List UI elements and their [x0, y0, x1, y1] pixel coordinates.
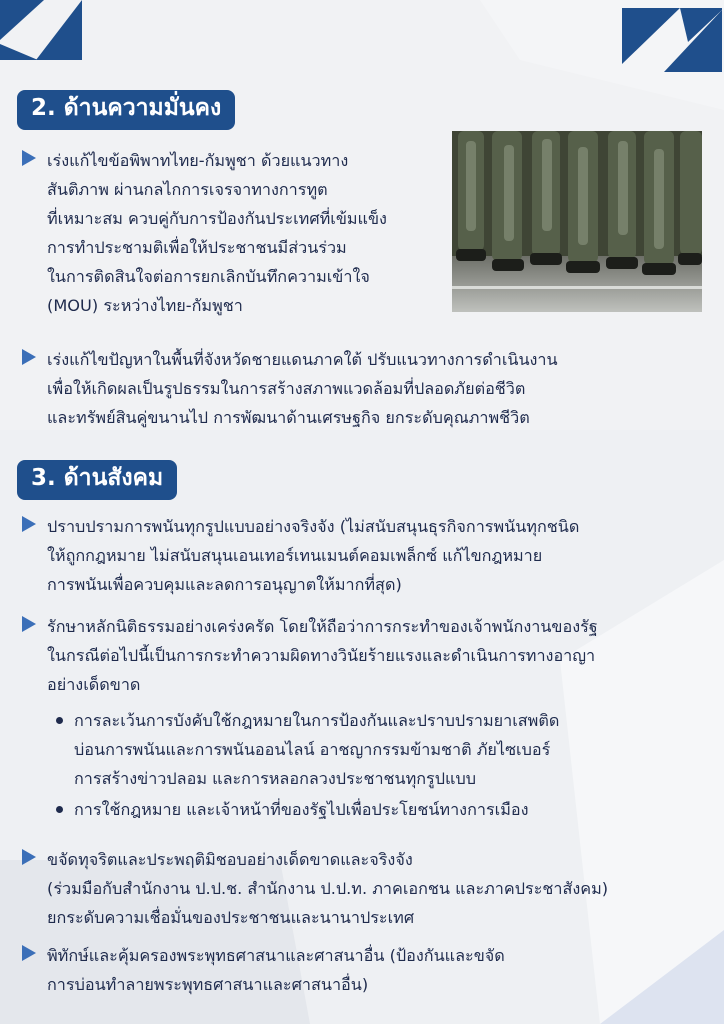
bullet-dot-icon [56, 717, 63, 724]
sub-list-item [70, 706, 559, 793]
list-item-text: เร่งแก้ไขปัญหาในพื้นที่จังหวัดชายแดนภาคใต้ ปรับแนวทางการดำเนินงาน เพื่อให้เกิดผลเป็นรูปธรรมในการสร้างสภาพแวดล้อมที่ปลอดภัยต่อชีวิต และทรัพย์สินคู่ขนานไป การพัฒนาด้านเศรษฐกิจ ยกระดับคุณภาพชีวิต [47, 350, 558, 427]
list-item-text: ขจัดทุจริตและประพฤติมิชอบอย่างเด็ดขาดและจริงจัง (ร่วมมือกับสำนักงาน ป.ป.ช. สำนักงาน ป.ป.ท. ภาคเอกชน และภาคประชาสังคม) ยกระดับความเชื่อมั่นของประชาชนและนานาประเทศ [47, 850, 609, 927]
section-title-text: 2. ด้านความมั่นคง [31, 95, 222, 121]
list-item [22, 612, 598, 699]
logo-mark-right [622, 8, 722, 72]
list-item-text: รักษาหลักนิติธรรมอย่างเคร่งครัด โดยให้ถือว่าการกระทำของเจ้าพนักงานของรัฐ ในกรณีต่อไปนี้เป็นการกระทำความผิดทางวินัยร้ายแรงและดำเนินการทางอาญา อย่างเด็ดขาด [47, 617, 598, 694]
chevron-right-icon [22, 616, 36, 632]
soldiers-marching-photo [452, 131, 702, 312]
sub-list-item [70, 795, 529, 824]
list-item-text: เร่งแก้ไขข้อพิพาทไทย-กัมพูชา ด้วยแนวทาง สันติภาพ ผ่านกลไกการเจรจาทางการทูต ที่เหมาะสม ควบคู่กับการป้องกันประเทศที่เข้มแข็ง การทำประชามติเพื่อให้ประชาชนมีส่วนร่วม ในการติดสินใจต่อการยกเลิกบันทึกความเข้าใจ (MOU) ระหว่างไทย-กัมพูชา [47, 151, 387, 315]
list-item-text: พิทักษ์และคุ้มครองพระพุทธศาสนาและศาสนาอื่น (ป้องกันและขจัด การบ่อนทำลายพระพุทธศาสนาและศาสนาอื่น) [47, 946, 505, 994]
list-item [22, 512, 579, 599]
list-item [22, 941, 505, 999]
list-item-text: ปราบปรามการพนันทุกรูปแบบอย่างจริงจัง (ไม่สนับสนุนธุรกิจการพนันทุกชนิด ให้ถูกกฎหมาย ไม่สนับสนุนเอนเทอร์เทนเมนต์คอมเพล็กซ์ แก้ไขกฎหมาย การพนันเพื่อควบคุมและลดการอนุญาตให้มากที่สุด) [47, 517, 580, 594]
list-item [22, 845, 608, 932]
bullet-dot-icon [56, 806, 63, 813]
chevron-right-icon [22, 849, 36, 865]
section-title-security [17, 90, 235, 130]
logo-mark-left [0, 0, 82, 62]
list-item [22, 345, 558, 432]
chevron-right-icon [22, 150, 36, 166]
chevron-right-icon [22, 516, 36, 532]
list-item [22, 146, 387, 320]
sub-list-item-text: การใช้กฎหมาย และเจ้าหน้าที่ของรัฐไปเพื่อประโยชน์ทางการเมือง [74, 800, 529, 819]
section-title-text: 3. ด้านสังคม [31, 465, 164, 491]
sub-list-item-text: การละเว้นการบังคับใช้กฎหมายในการป้องกันและปราบปรามยาเสพติด บ่อนการพนันและการพนันออนไลน์ อาชญากรรมข้ามชาติ ภัยไซเบอร์ การสร้างข่าวปลอม และการหลอกลวงประชาชนทุกรูปแบบ [74, 711, 560, 788]
chevron-right-icon [22, 349, 36, 365]
chevron-right-icon [22, 945, 36, 961]
section-title-society [17, 460, 177, 500]
